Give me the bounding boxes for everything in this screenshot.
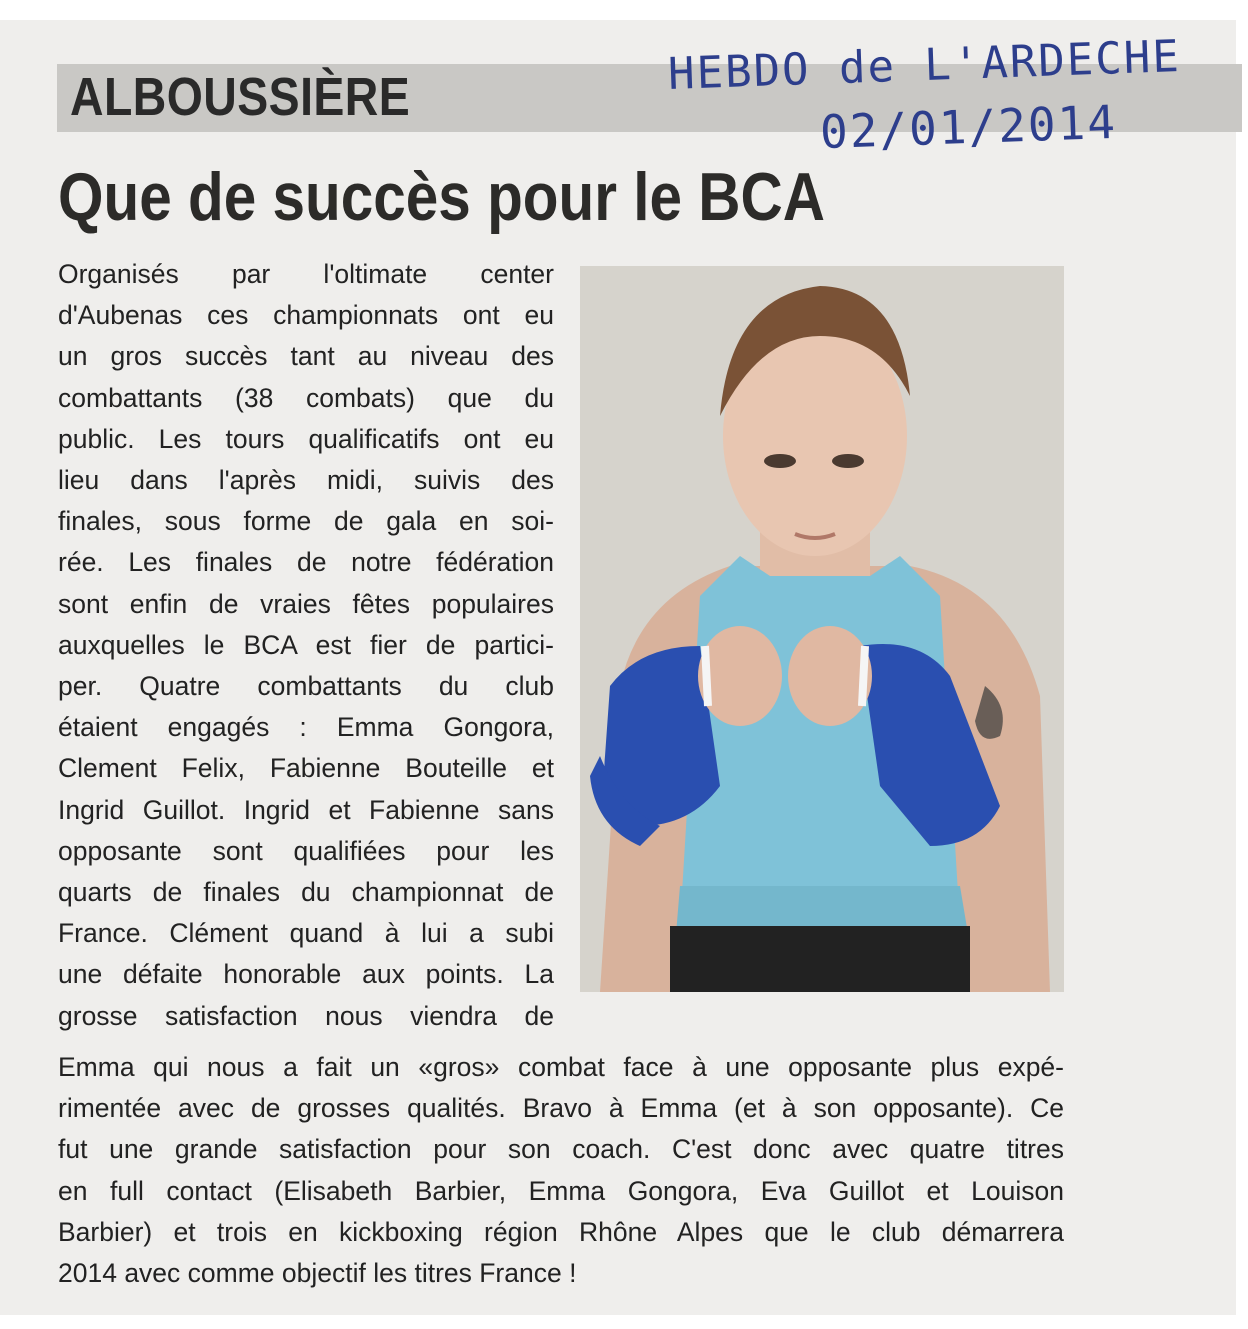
article-line: une défaite honorable aux points. La bbox=[58, 959, 554, 990]
article-line: en full contact (Elisabeth Barbier, Emma Gongora, Eva Guillot et Louison bbox=[58, 1175, 1064, 1206]
article-line: Barbier) et trois en kickboxing région Rhône Alpes que le club démarrera bbox=[58, 1216, 1064, 1247]
article-line: 2014 avec comme objectif les titres France ! bbox=[58, 1258, 577, 1289]
article-line: un gros succès tant au niveau des bbox=[58, 341, 554, 372]
handwritten-date: 02/01/2014 bbox=[819, 94, 1118, 160]
article-line: opposante sont qualifiées pour les bbox=[58, 835, 554, 866]
scan-margin-top bbox=[0, 0, 1248, 20]
article-line: Emma qui nous a fait un «gros» combat face à une opposante plus expé- bbox=[58, 1052, 1064, 1082]
article-line: Organisés par l'oltimate center bbox=[58, 259, 554, 289]
article-line: Ingrid Guillot. Ingrid et Fabienne sans bbox=[58, 794, 554, 825]
article-line: public. Les tours qualificatifs ont eu bbox=[58, 423, 554, 454]
article-body-wide bbox=[58, 1047, 1064, 1294]
article-line: auxquelles le BCA est fier de partici- bbox=[58, 629, 554, 660]
article-line: Clement Felix, Fabienne Bouteille et bbox=[58, 753, 554, 784]
article-line: finales, sous forme de gala en soi- bbox=[58, 506, 554, 537]
article-line: grosse satisfaction nous viendra de bbox=[58, 1000, 554, 1031]
section-title: ALBOUSSIÈRE bbox=[70, 67, 411, 127]
article-line: per. Quatre combattants du club bbox=[58, 671, 554, 702]
article-line: rée. Les finales de notre fédération bbox=[58, 547, 554, 578]
article-line: France. Clément quand à lui a subi bbox=[58, 918, 554, 949]
article-line: d'Aubenas ces championnats ont eu bbox=[58, 300, 554, 331]
article-line: quarts de finales du championnat de bbox=[58, 877, 554, 908]
article-body-column bbox=[58, 254, 554, 1037]
boxer-photo bbox=[580, 266, 1064, 992]
faded-neighbour-column-left bbox=[22, 10, 56, 1310]
scan-margin-bottom bbox=[0, 1315, 1248, 1329]
boxer-illustration bbox=[580, 266, 1064, 992]
article-line: rimentée avec de grosses qualités. Bravo à Emma (et à son opposante). Ce bbox=[58, 1093, 1064, 1124]
article-line: étaient engagés : Emma Gongora, bbox=[58, 712, 554, 743]
faded-neighbour-column-right bbox=[1062, 10, 1242, 1310]
article-line: sont enfin de vraies fêtes populaires bbox=[58, 588, 554, 619]
handwritten-publication: HEBDO de L'ARDECHE bbox=[667, 31, 1182, 100]
article-line: fut une grande satisfaction pour son coach. C'est donc avec quatre titres bbox=[58, 1134, 1064, 1165]
article-line: lieu dans l'après midi, suivis des bbox=[58, 465, 554, 496]
article-headline: Que de succès pour le BCA bbox=[58, 159, 825, 235]
article-line: combattants (38 combats) que du bbox=[58, 382, 554, 413]
